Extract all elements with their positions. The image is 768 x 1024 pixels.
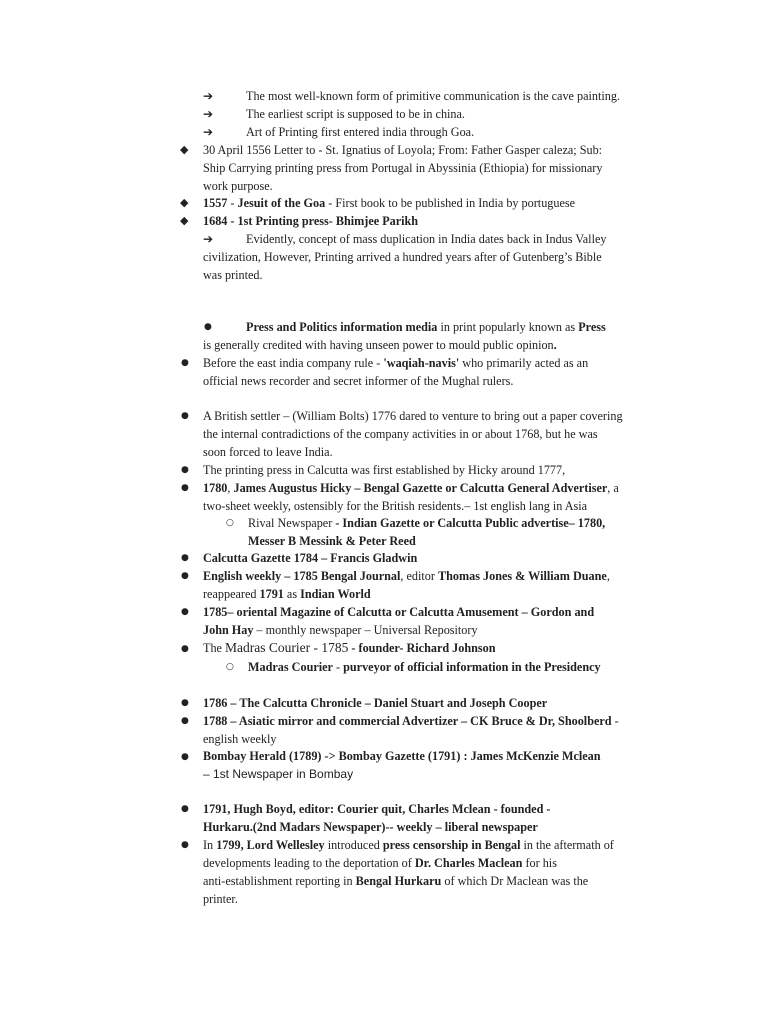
- list-item-continuation: civilization, However, Printing arrived a hundred years after of Gutenberg’s Bible: [203, 250, 602, 264]
- list-item: The most well-known form of primitive communication is the cave painting.: [246, 89, 621, 103]
- list-item-continuation: Ship Carrying printing press from Portugal in Abyssinia (Ethiopia) for missionary: [203, 161, 603, 175]
- bold-text: English weekly – 1785 Bengal Journal: [203, 569, 401, 583]
- dot-bullet-icon: ●: [181, 358, 189, 368]
- bold-text: - founder- Richard Johnson: [348, 641, 496, 655]
- arrow-bullet-icon: ➔: [203, 125, 214, 139]
- bold-text: Dr. Charles Maclean: [414, 856, 523, 870]
- bold-text: Messer B Messink & Peter Reed: [248, 534, 416, 548]
- list-item-continuation: two-sheet weekly, ostensibly for the British residents.– 1st english lang in Asia: [203, 499, 588, 513]
- item-text: , editor: [400, 569, 438, 583]
- arrow-bullet-icon: ➔: [203, 89, 214, 103]
- dot-bullet-icon: ●: [181, 553, 189, 563]
- list-item: The earliest script is supposed to be in china.: [246, 107, 465, 121]
- item-text: introduced: [324, 838, 383, 852]
- bold-text: Indian World: [300, 587, 371, 601]
- dot-bullet-icon: ●: [181, 840, 189, 850]
- item-text: -: [611, 714, 619, 728]
- item-text: - First book to be published in India by portuguese: [325, 196, 576, 210]
- list-item: [203, 712, 673, 730]
- list-item-continuation: the internal contradictions of the company activities in or about 1768, but he was: [203, 427, 598, 441]
- list-item-continuation: was printed.: [203, 268, 263, 282]
- bold-text: .: [553, 338, 557, 352]
- diamond-bullet-icon: ◆: [180, 143, 189, 156]
- item-text: Before the east india company rule -: [203, 356, 384, 370]
- bold-text: Press: [578, 320, 606, 334]
- item-text: of which Dr Maclean was the: [441, 874, 589, 888]
- list-item-continuation: english weekly: [203, 732, 277, 746]
- dot-bullet-icon: ●: [181, 571, 189, 581]
- bold-text: Jesuit of the Goa: [237, 196, 326, 210]
- year-text: 1780: [203, 481, 228, 495]
- list-item-continuation: [203, 336, 673, 354]
- list-item: [203, 567, 673, 585]
- item-text: -: [332, 660, 344, 674]
- list-item-continuation: official news recorder and secret informer of the Mughal rulers.: [203, 374, 514, 388]
- arrow-bullet-icon: ➔: [203, 232, 214, 246]
- arrow-bullet-icon: ➔: [203, 107, 214, 121]
- list-item: [203, 549, 673, 567]
- bold-text: 1785– oriental Magazine of Calcutta or Calcutta Amusement – Gordon and: [203, 605, 595, 619]
- dot-bullet-icon: ●: [181, 411, 189, 421]
- diamond-bullet-icon: ◆: [180, 214, 189, 227]
- dot-bullet-icon: ●: [181, 716, 189, 726]
- sub-list-item-continuation: [248, 532, 673, 550]
- bold-text: 1799, Lord Wellesley: [216, 838, 325, 852]
- bold-text: press censorship in Bengal: [382, 838, 521, 852]
- list-item: [203, 603, 673, 621]
- list-item-continuation: soon forced to leave India.: [203, 445, 333, 459]
- dot-bullet-icon: ●: [181, 698, 189, 708]
- dot-bullet-icon: ●: [181, 465, 189, 475]
- list-item-continuation: [203, 818, 673, 836]
- item-text: as: [283, 587, 301, 601]
- bold-text: Madras Courier: [248, 660, 333, 674]
- item-text: who primarily acted as an: [459, 356, 589, 370]
- list-item: [203, 194, 673, 212]
- item-text: ,: [227, 481, 234, 495]
- list-item: [203, 836, 673, 854]
- list-item: [203, 747, 673, 765]
- bold-text: Bengal Hurkaru: [355, 874, 442, 888]
- item-text: reappeared: [203, 587, 260, 601]
- item-text: In: [203, 838, 217, 852]
- list-item-continuation: printer.: [203, 892, 238, 906]
- item-text: Rival Newspaper: [248, 516, 336, 530]
- list-item: 30 April 1556 Letter to - St. Ignatius of Loyola; From: Father Gasper caleza; Sub:: [203, 143, 603, 157]
- list-item: [246, 318, 673, 336]
- item-text: for his: [522, 856, 557, 870]
- dot-bullet-icon: ●: [181, 804, 189, 814]
- bold-text: Thomas Jones & William Duane: [437, 569, 607, 583]
- item-text: in print popularly known as: [437, 320, 579, 334]
- dot-bullet-icon: ●: [181, 483, 189, 493]
- bold-text: James Augustus Hicky – Bengal Gazette or Calcutta General Advertiser: [233, 481, 608, 495]
- item-text: ,: [606, 569, 610, 583]
- list-item-continuation: [203, 585, 673, 603]
- sub-list-item: [248, 658, 673, 676]
- list-item-continuation: work purpose.: [203, 179, 273, 193]
- list-item: [203, 212, 673, 230]
- bold-text: Hurkaru.(2nd Madars Newspaper)-- weekly – liberal newspaper: [203, 820, 538, 834]
- diamond-bullet-icon: ◆: [180, 196, 189, 209]
- dot-bullet-icon: ●: [181, 644, 189, 654]
- list-item: [203, 694, 673, 712]
- list-item: [203, 479, 673, 497]
- bold-text: purveyor of official information in the Presidency: [343, 660, 601, 674]
- separator-text: -: [227, 196, 238, 210]
- circle-bullet-icon: ○: [226, 662, 234, 672]
- bold-text: 1684 - 1st Printing press- Bhimjee Parikh: [203, 214, 419, 228]
- bold-text: 1791, Hugh Boyd, editor: Courier quit, Charles Mclean - founded -: [203, 802, 551, 816]
- dot-bullet-icon: ●: [181, 607, 189, 617]
- item-text: anti-establishment reporting in: [203, 874, 356, 888]
- item-text: developments leading to the deportation of: [203, 856, 415, 870]
- bold-text: 1791: [259, 587, 284, 601]
- list-item: [203, 354, 673, 372]
- list-item: [203, 639, 673, 657]
- year-text: 1557: [203, 196, 228, 210]
- list-item: Art of Printing first entered india through Goa.: [246, 125, 475, 139]
- list-item-continuation: [203, 621, 673, 639]
- item-text: , a: [607, 481, 619, 495]
- bold-text: 1788 – Asiatic mirror and commercial Advertizer – CK Bruce & Dr, Shoolberd: [203, 714, 612, 728]
- list-item-continuation: – 1st Newspaper in Bombay: [203, 767, 354, 781]
- dot-bullet-icon: ●: [181, 752, 189, 762]
- item-text: – monthly newspaper – Universal Repository: [253, 623, 478, 637]
- list-item: A British settler – (William Bolts) 1776 dared to venture to bring out a paper covering: [203, 409, 623, 423]
- dot-bullet-icon: ●: [204, 322, 212, 332]
- large-text: Madras Courier - 1785: [225, 640, 349, 655]
- list-item: Evidently, concept of mass duplication in India dates back in Indus Valley: [246, 232, 607, 246]
- item-text: is generally credited with having unseen power to mould public opinion: [203, 338, 554, 352]
- bold-text: John Hay: [203, 623, 254, 637]
- list-item: The printing press in Calcutta was first established by Hicky around 1777,: [203, 463, 566, 477]
- bold-text: Calcutta Gazette 1784 – Francis Gladwin: [203, 551, 418, 565]
- bold-text: 1786 – The Calcutta Chronicle – Daniel Stuart and Joseph Cooper: [203, 696, 548, 710]
- bold-text: Press and Politics information media: [246, 320, 438, 334]
- circle-bullet-icon: ○: [226, 518, 234, 528]
- bold-text: 'waqiah-navis': [383, 356, 460, 370]
- item-text: The: [203, 641, 225, 655]
- bold-text: Bombay Herald (1789) -> Bombay Gazette (1791) : James McKenzie Mclean: [203, 749, 601, 763]
- bold-text: - Indian Gazette or Calcutta Public advertise– 1780,: [335, 516, 606, 530]
- list-item-continuation: [203, 854, 673, 872]
- list-item: [203, 800, 673, 818]
- item-text: in the aftermath of: [520, 838, 614, 852]
- sub-list-item: [248, 514, 673, 532]
- list-item-continuation: [203, 872, 673, 890]
